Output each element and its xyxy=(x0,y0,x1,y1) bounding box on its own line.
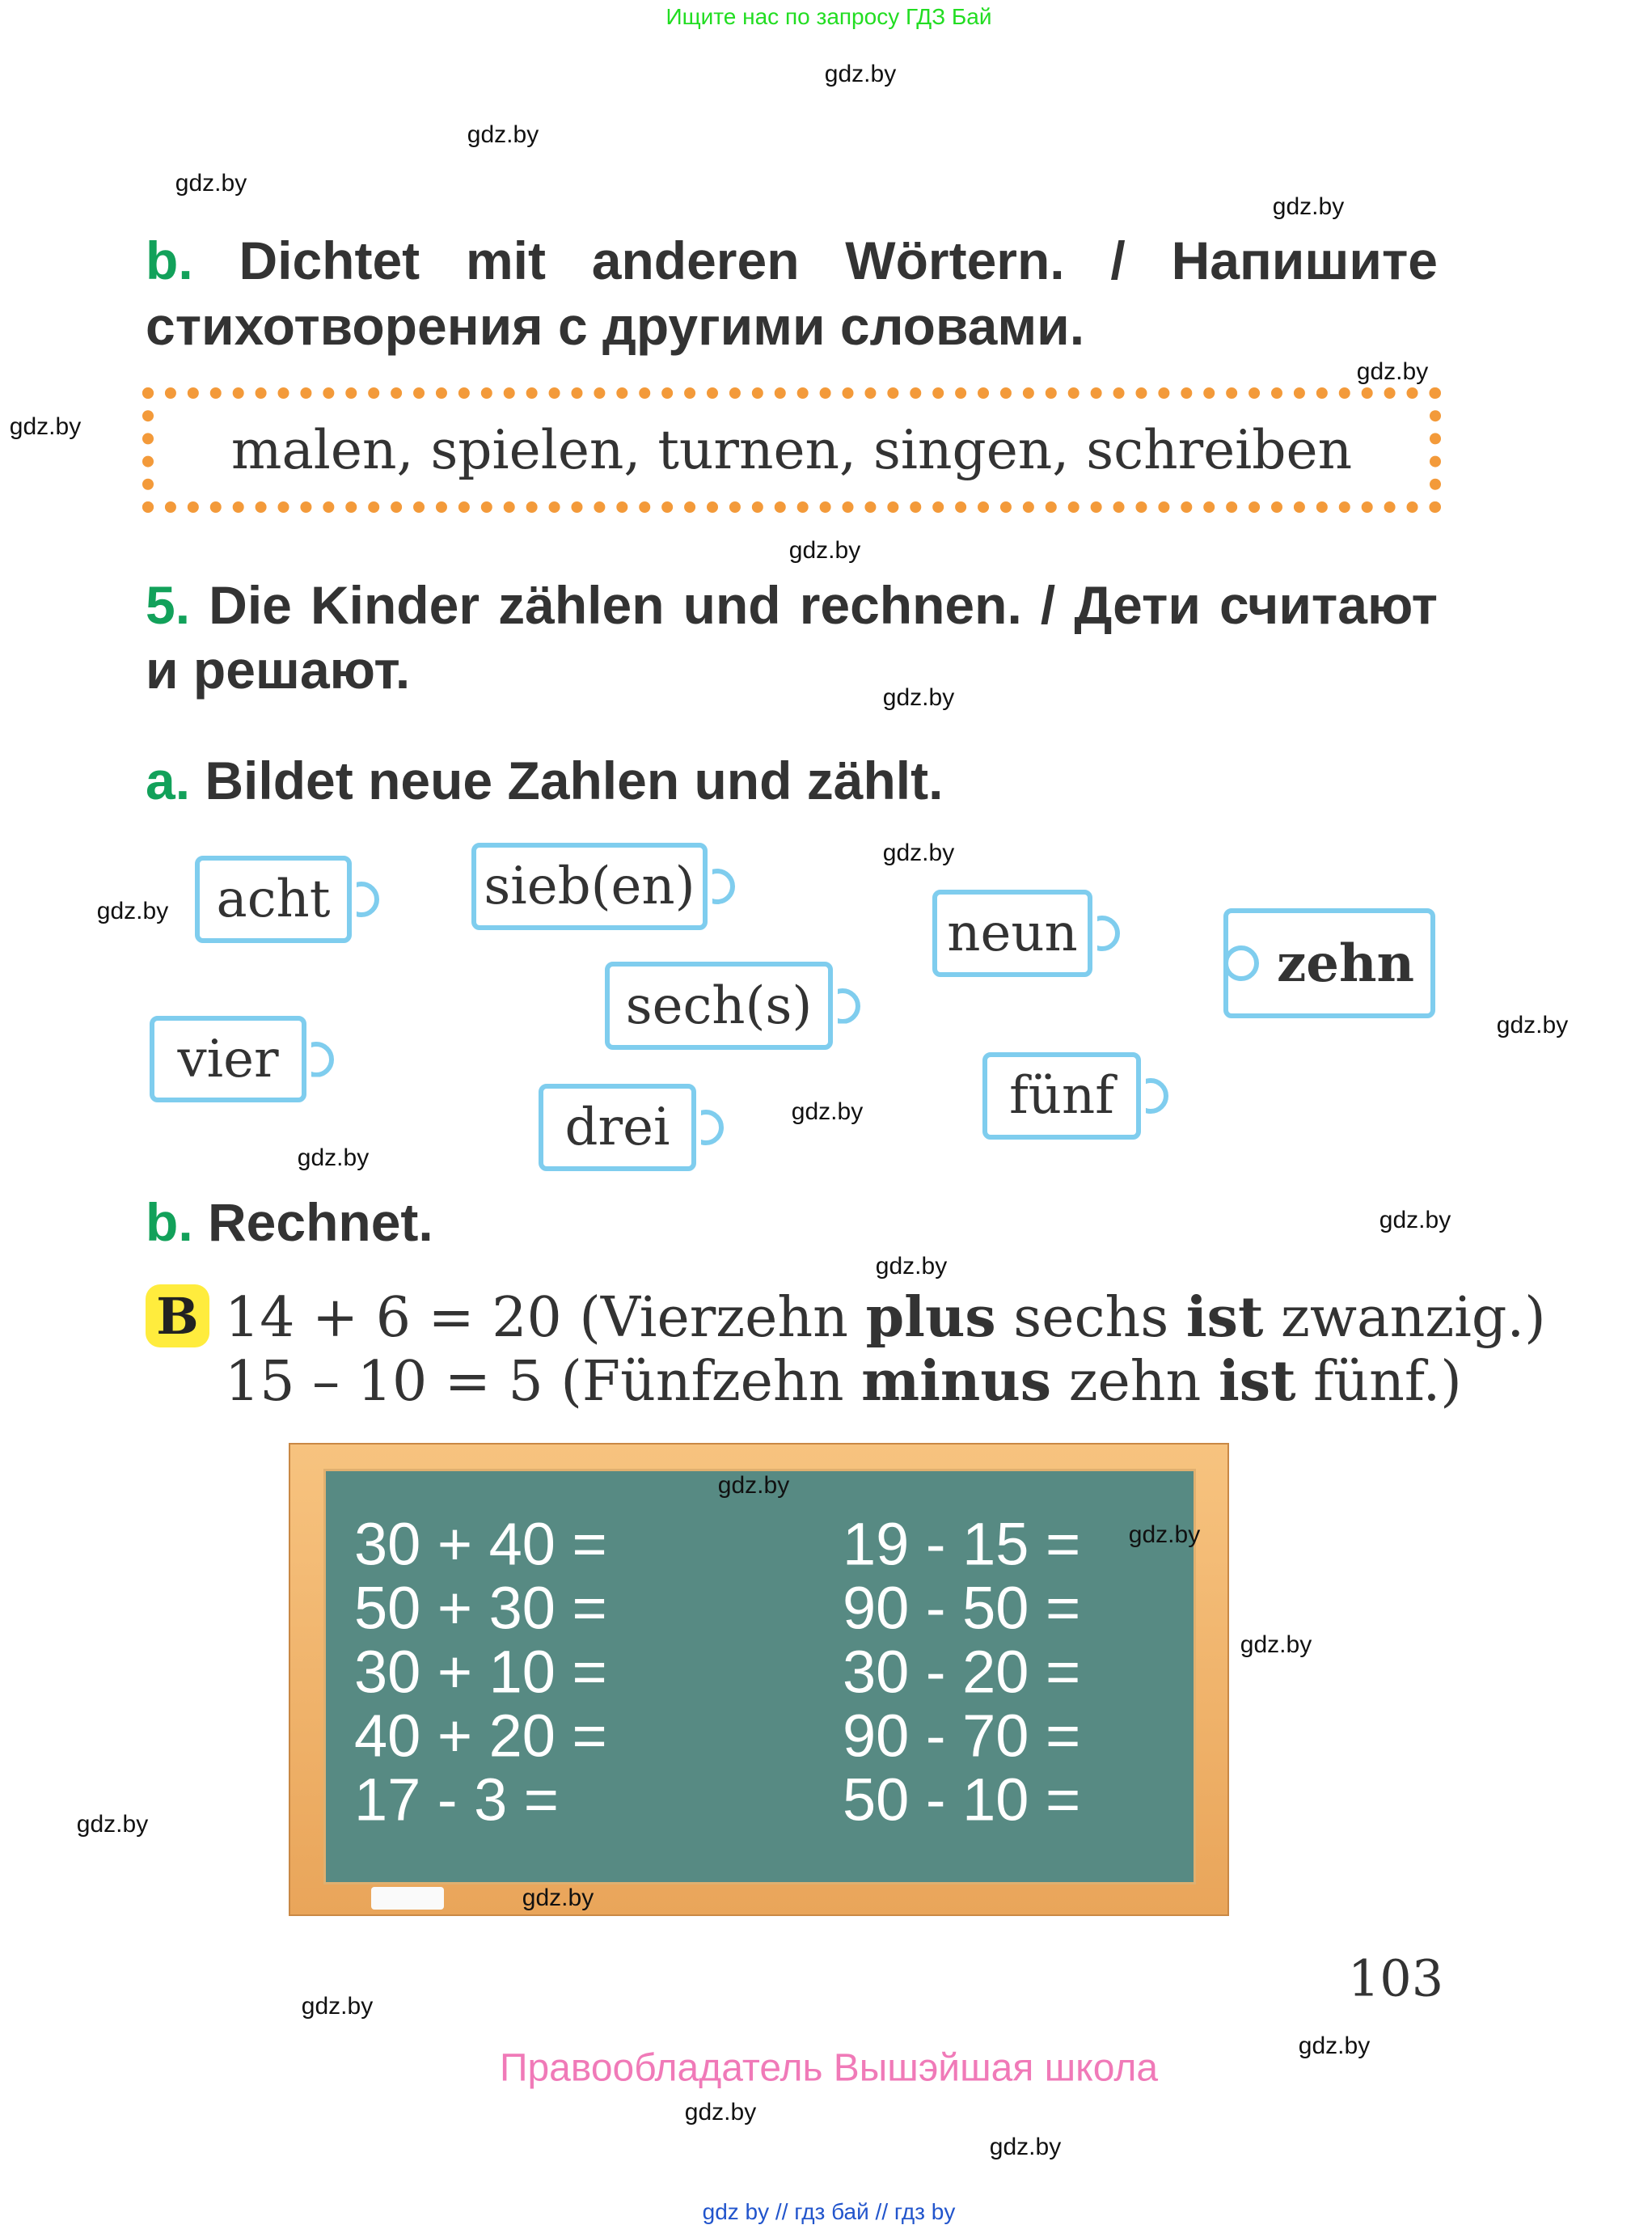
task-letter: a. xyxy=(146,751,191,810)
watermark: gdz.by xyxy=(297,1144,370,1171)
word-list: malen, spielen, turnen, singen, schreiben xyxy=(230,419,1353,481)
task-letter: b. xyxy=(146,231,193,290)
watermark: gdz.by xyxy=(522,1884,594,1911)
word-box xyxy=(142,387,1441,513)
example-line: 15 – 10 = 5 (Fünfzehn minus zehn ist fünf.) xyxy=(225,1349,1462,1414)
task-text: Dichtet mit anderen Wörtern. / Напишите xyxy=(239,231,1438,290)
watermark: gdz.by xyxy=(684,2099,757,2126)
task-text: Die Kinder zählen und rechnen. / Дети считают xyxy=(209,575,1438,635)
search-banner: Ищите нас по запросу ГДЗ Бай xyxy=(665,4,992,29)
task-b-heading xyxy=(146,228,1438,293)
watermark: gdz.by xyxy=(1496,1012,1569,1038)
puzzle-piece: sech(s) xyxy=(605,962,833,1050)
watermark: gdz.by xyxy=(875,1253,948,1280)
puzzle-piece: acht xyxy=(195,856,352,943)
puzzle-piece: neun xyxy=(932,890,1092,977)
watermark: gdz.by xyxy=(791,1098,864,1125)
watermark: gdz.by xyxy=(1128,1521,1201,1548)
board-equation: 30 - 20 = xyxy=(843,1638,1081,1706)
puzzle-piece: fünf xyxy=(982,1052,1141,1140)
chalkboard-surface xyxy=(323,1469,1196,1884)
watermark: gdz.by xyxy=(989,2134,1062,2160)
watermark: gdz.by xyxy=(882,840,955,866)
task-a-heading xyxy=(146,748,1438,813)
watermark: gdz.by xyxy=(1379,1207,1451,1233)
watermark: gdz.by xyxy=(96,898,169,924)
watermark: gdz.by xyxy=(76,1811,149,1838)
task-5-heading-line2: и решают. xyxy=(146,640,411,700)
copyright-notice: Правообладатель Вышэйшая школа xyxy=(499,2046,1159,2090)
board-equation: 17 - 3 = xyxy=(354,1766,560,1834)
watermark: gdz.by xyxy=(1298,2033,1371,2059)
board-equation: 40 + 20 = xyxy=(354,1702,607,1770)
watermark: gdz.by xyxy=(9,413,82,440)
watermark: gdz.by xyxy=(882,684,955,711)
footer-links[interactable]: gdz by // гдз бай // гдз by xyxy=(702,2199,956,2224)
watermark: gdz.by xyxy=(717,1472,790,1499)
watermark: gdz.by xyxy=(1356,358,1429,385)
task-b-heading-line2: стихотворения с другими словами. xyxy=(146,296,1085,356)
chalkboard xyxy=(289,1443,1229,1916)
board-equation: 90 - 70 = xyxy=(843,1702,1081,1770)
watermark: gdz.by xyxy=(1240,1631,1312,1658)
task-number: 5. xyxy=(146,575,191,635)
puzzle-piece: drei xyxy=(539,1084,696,1171)
watermark: gdz.by xyxy=(175,170,247,197)
watermark: gdz.by xyxy=(301,1993,374,2020)
board-equation: 50 - 10 = xyxy=(843,1766,1081,1834)
chalk-icon xyxy=(371,1887,444,1910)
watermark: gdz.by xyxy=(824,61,897,87)
example-line: 14 + 6 = 20 (Vierzehn plus sechs ist zwanzig.) xyxy=(225,1285,1546,1350)
task-letter: b. xyxy=(146,1192,193,1252)
board-equation: 19 - 15 = xyxy=(843,1510,1081,1578)
puzzle-piece: sieb(en) xyxy=(471,843,708,930)
watermark: gdz.by xyxy=(467,121,539,148)
puzzle-piece: zehn xyxy=(1223,908,1435,1018)
task-b2-heading xyxy=(146,1190,1438,1254)
task-5-heading xyxy=(146,573,1438,637)
board-equation: 30 + 10 = xyxy=(354,1638,607,1706)
watermark: gdz.by xyxy=(1272,193,1345,220)
puzzle-piece: vier xyxy=(150,1016,306,1102)
task-text: Bildet neue Zahlen und zählt. xyxy=(205,751,944,810)
board-equation: 90 - 50 = xyxy=(843,1574,1081,1642)
page-number: 103 xyxy=(1347,1948,1444,2008)
watermark: gdz.by xyxy=(788,537,861,564)
task-text: Rechnet. xyxy=(208,1192,433,1252)
board-equation: 50 + 30 = xyxy=(354,1574,607,1642)
example-badge-icon: B xyxy=(146,1284,209,1347)
board-equation: 30 + 40 = xyxy=(354,1510,607,1578)
